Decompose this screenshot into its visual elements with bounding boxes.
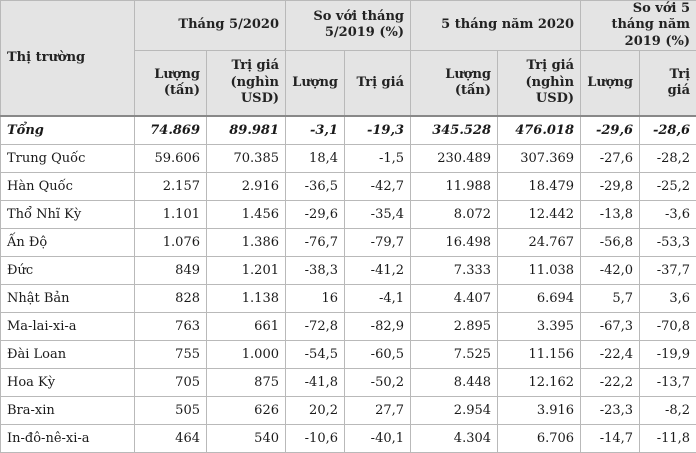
value-cell: -25,2 xyxy=(640,172,696,200)
value-cell: 3,6 xyxy=(640,284,696,312)
subheader-value-change: Trị giá xyxy=(345,50,411,116)
value-cell: -28,2 xyxy=(640,144,696,172)
value-cell: -79,7 xyxy=(345,228,411,256)
value-cell: 89.981 xyxy=(207,116,286,145)
subheader-value: Trị giá (nghìn USD) xyxy=(207,50,286,116)
value-cell: -22,2 xyxy=(581,368,640,396)
value-cell: -53,3 xyxy=(640,228,696,256)
market-name-cell: In-đô-nê-xi-a xyxy=(1,424,135,452)
table-row xyxy=(1,200,696,228)
market-name-cell: Hoa Kỳ xyxy=(1,368,135,396)
market-name-cell: Tổng xyxy=(1,116,135,145)
value-cell: -22,4 xyxy=(581,340,640,368)
value-cell: 1.138 xyxy=(207,284,286,312)
value-cell: 626 xyxy=(207,396,286,424)
value-cell: 8.448 xyxy=(411,368,498,396)
value-cell: 2.916 xyxy=(207,172,286,200)
value-cell: -41,2 xyxy=(345,256,411,284)
value-cell: 1.076 xyxy=(135,228,207,256)
value-cell: 763 xyxy=(135,312,207,340)
value-cell: -50,2 xyxy=(345,368,411,396)
value-cell: 755 xyxy=(135,340,207,368)
value-cell: -11,8 xyxy=(640,424,696,452)
value-cell: -29,8 xyxy=(581,172,640,200)
market-name-cell: Hàn Quốc xyxy=(1,172,135,200)
value-cell: -4,1 xyxy=(345,284,411,312)
table-body xyxy=(1,116,696,453)
value-cell: 4.407 xyxy=(411,284,498,312)
value-cell: 1.000 xyxy=(207,340,286,368)
value-cell: -10,6 xyxy=(286,424,345,452)
value-cell: -35,4 xyxy=(345,200,411,228)
header-group-row xyxy=(1,1,696,51)
value-cell: -27,6 xyxy=(581,144,640,172)
value-cell: 7.333 xyxy=(411,256,498,284)
market-name-cell: Đức xyxy=(1,256,135,284)
group-header-may-2020: Tháng 5/2020 xyxy=(135,1,286,51)
value-cell: 27,7 xyxy=(345,396,411,424)
market-column-header: Thị trường xyxy=(1,1,135,116)
value-cell: 16.498 xyxy=(411,228,498,256)
value-cell: 1.101 xyxy=(135,200,207,228)
table-row xyxy=(1,340,696,368)
value-cell: 540 xyxy=(207,424,286,452)
value-cell: -29,6 xyxy=(286,200,345,228)
table-row xyxy=(1,368,696,396)
value-cell: -41,8 xyxy=(286,368,345,396)
value-cell: 705 xyxy=(135,368,207,396)
value-cell: 4.304 xyxy=(411,424,498,452)
value-cell: 6.694 xyxy=(498,284,581,312)
market-name-cell: Nhật Bản xyxy=(1,284,135,312)
value-cell: 24.767 xyxy=(498,228,581,256)
table-row xyxy=(1,312,696,340)
value-cell: 12.442 xyxy=(498,200,581,228)
value-cell: 345.528 xyxy=(411,116,498,145)
table-row xyxy=(1,256,696,284)
value-cell: 6.706 xyxy=(498,424,581,452)
value-cell: 230.489 xyxy=(411,144,498,172)
value-cell: -23,3 xyxy=(581,396,640,424)
subheader-volume: Lượng (tấn) xyxy=(135,50,207,116)
value-cell: -19,9 xyxy=(640,340,696,368)
value-cell: -29,6 xyxy=(581,116,640,145)
value-cell: 505 xyxy=(135,396,207,424)
market-name-cell: Trung Quốc xyxy=(1,144,135,172)
table-row xyxy=(1,396,696,424)
value-cell: -19,3 xyxy=(345,116,411,145)
value-cell: 16 xyxy=(286,284,345,312)
value-cell: 875 xyxy=(207,368,286,396)
value-cell: 12.162 xyxy=(498,368,581,396)
value-cell: -42,0 xyxy=(581,256,640,284)
table-row xyxy=(1,228,696,256)
table-header xyxy=(1,1,696,116)
table-row xyxy=(1,424,696,452)
value-cell: -28,6 xyxy=(640,116,696,145)
value-cell: 476.018 xyxy=(498,116,581,145)
value-cell: 74.869 xyxy=(135,116,207,145)
market-name-cell: Ấn Độ xyxy=(1,228,135,256)
value-cell: 8.072 xyxy=(411,200,498,228)
market-name-cell: Ma-lai-xi-a xyxy=(1,312,135,340)
value-cell: 849 xyxy=(135,256,207,284)
value-cell: 1.201 xyxy=(207,256,286,284)
value-cell: -8,2 xyxy=(640,396,696,424)
value-cell: -82,9 xyxy=(345,312,411,340)
value-cell: -70,8 xyxy=(640,312,696,340)
value-cell: -37,7 xyxy=(640,256,696,284)
table-row xyxy=(1,284,696,312)
value-cell: 3.395 xyxy=(498,312,581,340)
value-cell: -36,5 xyxy=(286,172,345,200)
value-cell: 2.157 xyxy=(135,172,207,200)
table-row-total xyxy=(1,116,696,145)
value-cell: 11.038 xyxy=(498,256,581,284)
value-cell: 307.369 xyxy=(498,144,581,172)
market-name-cell: Bra-xin xyxy=(1,396,135,424)
table-row xyxy=(1,172,696,200)
value-cell: 11.156 xyxy=(498,340,581,368)
subheader-value-change: Trị giá xyxy=(640,50,696,116)
group-header-vs-may-2019: So với tháng 5/2019 (%) xyxy=(286,1,411,51)
value-cell: -13,8 xyxy=(581,200,640,228)
value-cell: 5,7 xyxy=(581,284,640,312)
value-cell: -3,6 xyxy=(640,200,696,228)
value-cell: 828 xyxy=(135,284,207,312)
value-cell: 18,4 xyxy=(286,144,345,172)
group-header-vs-5-months-2019: So với 5 tháng năm 2019 (%) xyxy=(581,1,696,51)
value-cell: 661 xyxy=(207,312,286,340)
value-cell: -13,7 xyxy=(640,368,696,396)
value-cell: -72,8 xyxy=(286,312,345,340)
value-cell: -60,5 xyxy=(345,340,411,368)
value-cell: 7.525 xyxy=(411,340,498,368)
value-cell: 18.479 xyxy=(498,172,581,200)
value-cell: 70.385 xyxy=(207,144,286,172)
value-cell: 464 xyxy=(135,424,207,452)
value-cell: 2.954 xyxy=(411,396,498,424)
value-cell: 11.988 xyxy=(411,172,498,200)
value-cell: -67,3 xyxy=(581,312,640,340)
value-cell: -54,5 xyxy=(286,340,345,368)
value-cell: -56,8 xyxy=(581,228,640,256)
value-cell: 3.916 xyxy=(498,396,581,424)
subheader-volume-change: Lượng xyxy=(581,50,640,116)
subheader-value: Trị giá (nghìn USD) xyxy=(498,50,581,116)
market-name-cell: Thổ Nhĩ Kỳ xyxy=(1,200,135,228)
value-cell: 2.895 xyxy=(411,312,498,340)
value-cell: 20,2 xyxy=(286,396,345,424)
group-header-5-months-2020: 5 tháng năm 2020 xyxy=(411,1,581,51)
value-cell: -76,7 xyxy=(286,228,345,256)
market-name-cell: Đài Loan xyxy=(1,340,135,368)
value-cell: 59.606 xyxy=(135,144,207,172)
value-cell: -40,1 xyxy=(345,424,411,452)
value-cell: -38,3 xyxy=(286,256,345,284)
subheader-volume: Lượng (tấn) xyxy=(411,50,498,116)
value-cell: -14,7 xyxy=(581,424,640,452)
table-row xyxy=(1,144,696,172)
subheader-volume-change: Lượng xyxy=(286,50,345,116)
value-cell: 1.456 xyxy=(207,200,286,228)
value-cell: -42,7 xyxy=(345,172,411,200)
value-cell: -3,1 xyxy=(286,116,345,145)
value-cell: -1,5 xyxy=(345,144,411,172)
value-cell: 1.386 xyxy=(207,228,286,256)
